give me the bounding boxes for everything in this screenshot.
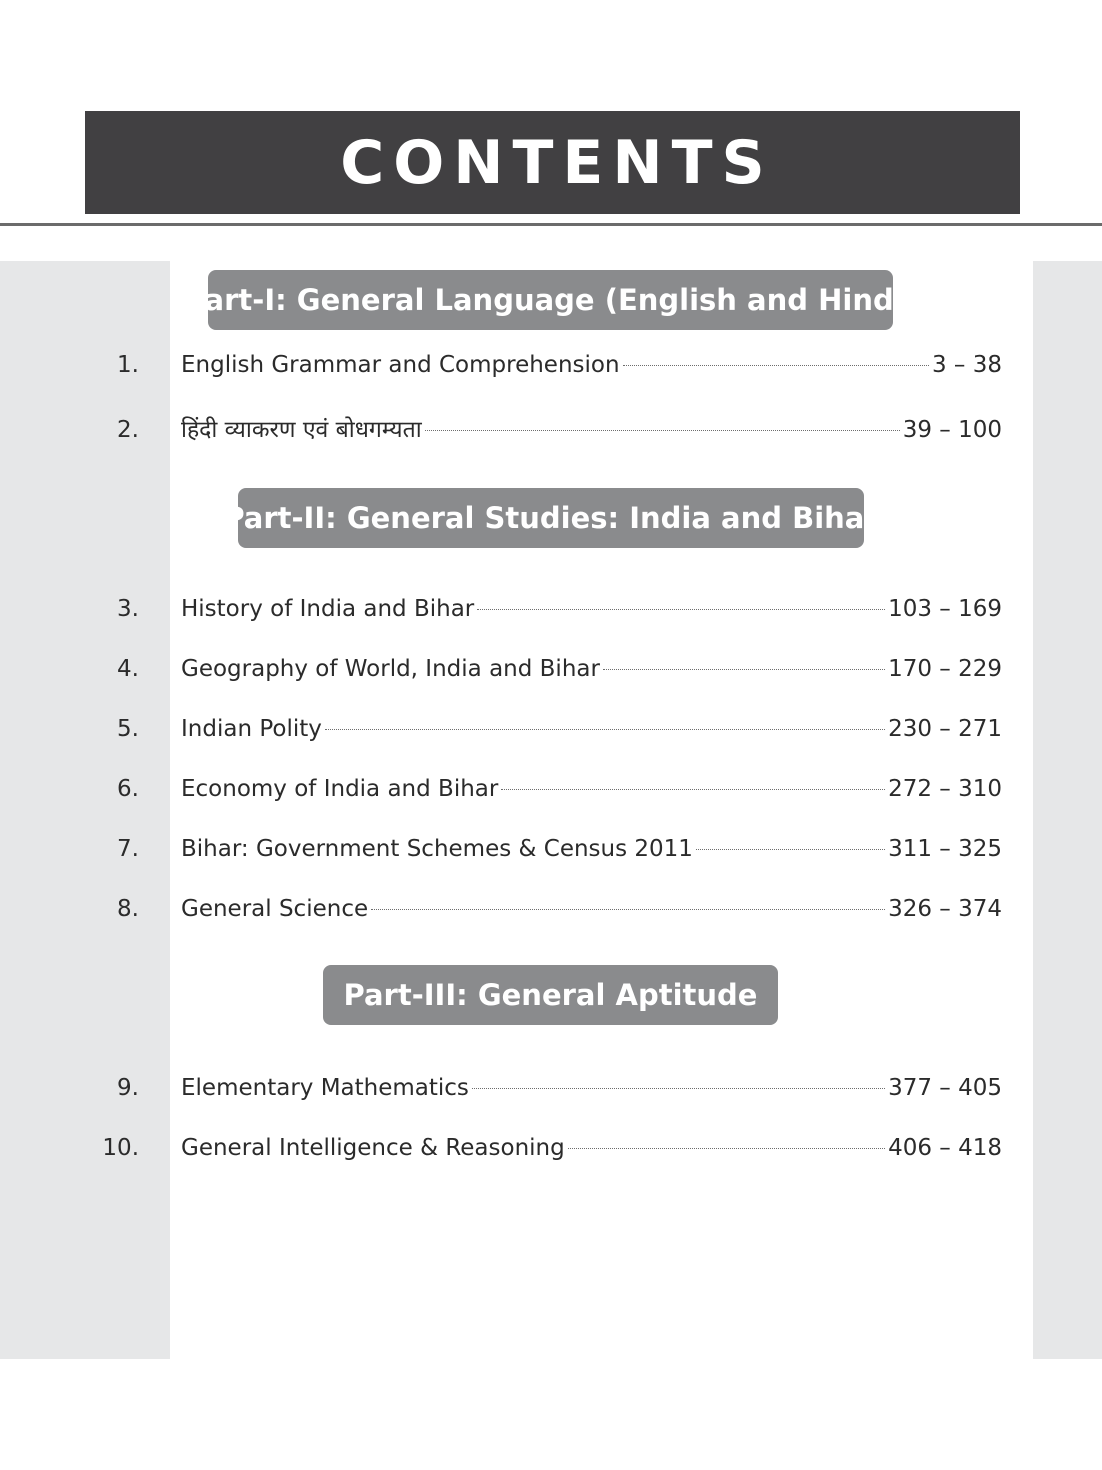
entry-line xyxy=(181,829,1002,869)
entry-number: 5. xyxy=(117,716,139,742)
dot-leader xyxy=(568,1148,885,1149)
entry-pages: 311 – 325 xyxy=(888,836,1002,862)
contents-title-banner xyxy=(85,111,1020,214)
entry-line xyxy=(181,889,1002,929)
part-heading-label: Part-III: General Aptitude xyxy=(343,978,758,1012)
toc-entry xyxy=(0,649,1102,689)
part-heading-label: Part-I: General Language (English and Hindi) xyxy=(184,283,917,317)
dot-leader xyxy=(696,849,885,850)
entry-line xyxy=(181,1068,1002,1108)
entry-number: 4. xyxy=(117,656,139,682)
entry-pages: 230 – 271 xyxy=(888,716,1002,742)
entry-line xyxy=(181,1128,1002,1168)
entry-line xyxy=(181,649,1002,689)
dot-leader xyxy=(501,789,885,790)
toc-entry xyxy=(0,889,1102,929)
entry-number: 7. xyxy=(117,836,139,862)
entry-pages: 39 – 100 xyxy=(902,417,1002,443)
entry-title: Elementary Mathematics xyxy=(181,1075,469,1101)
entry-number: 8. xyxy=(117,896,139,922)
toc-entry xyxy=(0,410,1102,450)
dot-leader xyxy=(472,1088,885,1089)
dot-leader xyxy=(325,729,885,730)
toc-entry xyxy=(0,589,1102,629)
header-divider xyxy=(0,223,1102,226)
toc-entry xyxy=(0,1128,1102,1168)
entry-line xyxy=(181,345,1002,385)
page-title: CONTENTS xyxy=(340,127,774,198)
toc-entry xyxy=(0,345,1102,385)
entry-number: 1. xyxy=(117,352,139,378)
entry-title: General Science xyxy=(181,896,369,922)
entry-title: हिंदी व्याकरण एवं बोधगम्यता xyxy=(181,417,422,443)
dot-leader xyxy=(371,909,885,910)
entry-pages: 377 – 405 xyxy=(888,1075,1002,1101)
entry-pages: 170 – 229 xyxy=(888,656,1002,682)
dot-leader xyxy=(425,430,900,431)
entry-number: 2. xyxy=(117,417,139,443)
entry-title: History of India and Bihar xyxy=(181,596,475,622)
part-heading-1 xyxy=(184,270,917,330)
dot-leader xyxy=(603,669,885,670)
entry-line xyxy=(181,709,1002,749)
part-heading-3 xyxy=(323,965,778,1025)
entry-title: Economy of India and Bihar xyxy=(181,776,499,802)
entry-title: General Intelligence & Reasoning xyxy=(181,1135,565,1161)
toc-entry xyxy=(0,709,1102,749)
toc-entry xyxy=(0,769,1102,809)
entry-title: Bihar: Government Schemes & Census 2011 xyxy=(181,836,693,862)
entry-number: 10. xyxy=(102,1135,139,1161)
part-heading-2 xyxy=(223,488,879,548)
entry-pages: 326 – 374 xyxy=(888,896,1002,922)
entry-number: 6. xyxy=(117,776,139,802)
entry-pages: 103 – 169 xyxy=(888,596,1002,622)
entry-title: English Grammar and Comprehension xyxy=(181,352,620,378)
entry-line xyxy=(181,410,1002,450)
entry-line xyxy=(181,589,1002,629)
entry-line xyxy=(181,769,1002,809)
entry-title: Indian Polity xyxy=(181,716,322,742)
toc-entry xyxy=(0,1068,1102,1108)
dot-leader xyxy=(623,365,929,366)
entry-pages: 272 – 310 xyxy=(888,776,1002,802)
entry-number: 9. xyxy=(117,1075,139,1101)
toc-entry xyxy=(0,829,1102,869)
entry-title: Geography of World, India and Bihar xyxy=(181,656,600,682)
dot-leader xyxy=(477,609,885,610)
part-heading-label: Part-II: General Studies: India and Bihar xyxy=(223,501,879,535)
entry-pages: 406 – 418 xyxy=(888,1135,1002,1161)
entry-pages: 3 – 38 xyxy=(931,352,1002,378)
entry-number: 3. xyxy=(117,596,139,622)
